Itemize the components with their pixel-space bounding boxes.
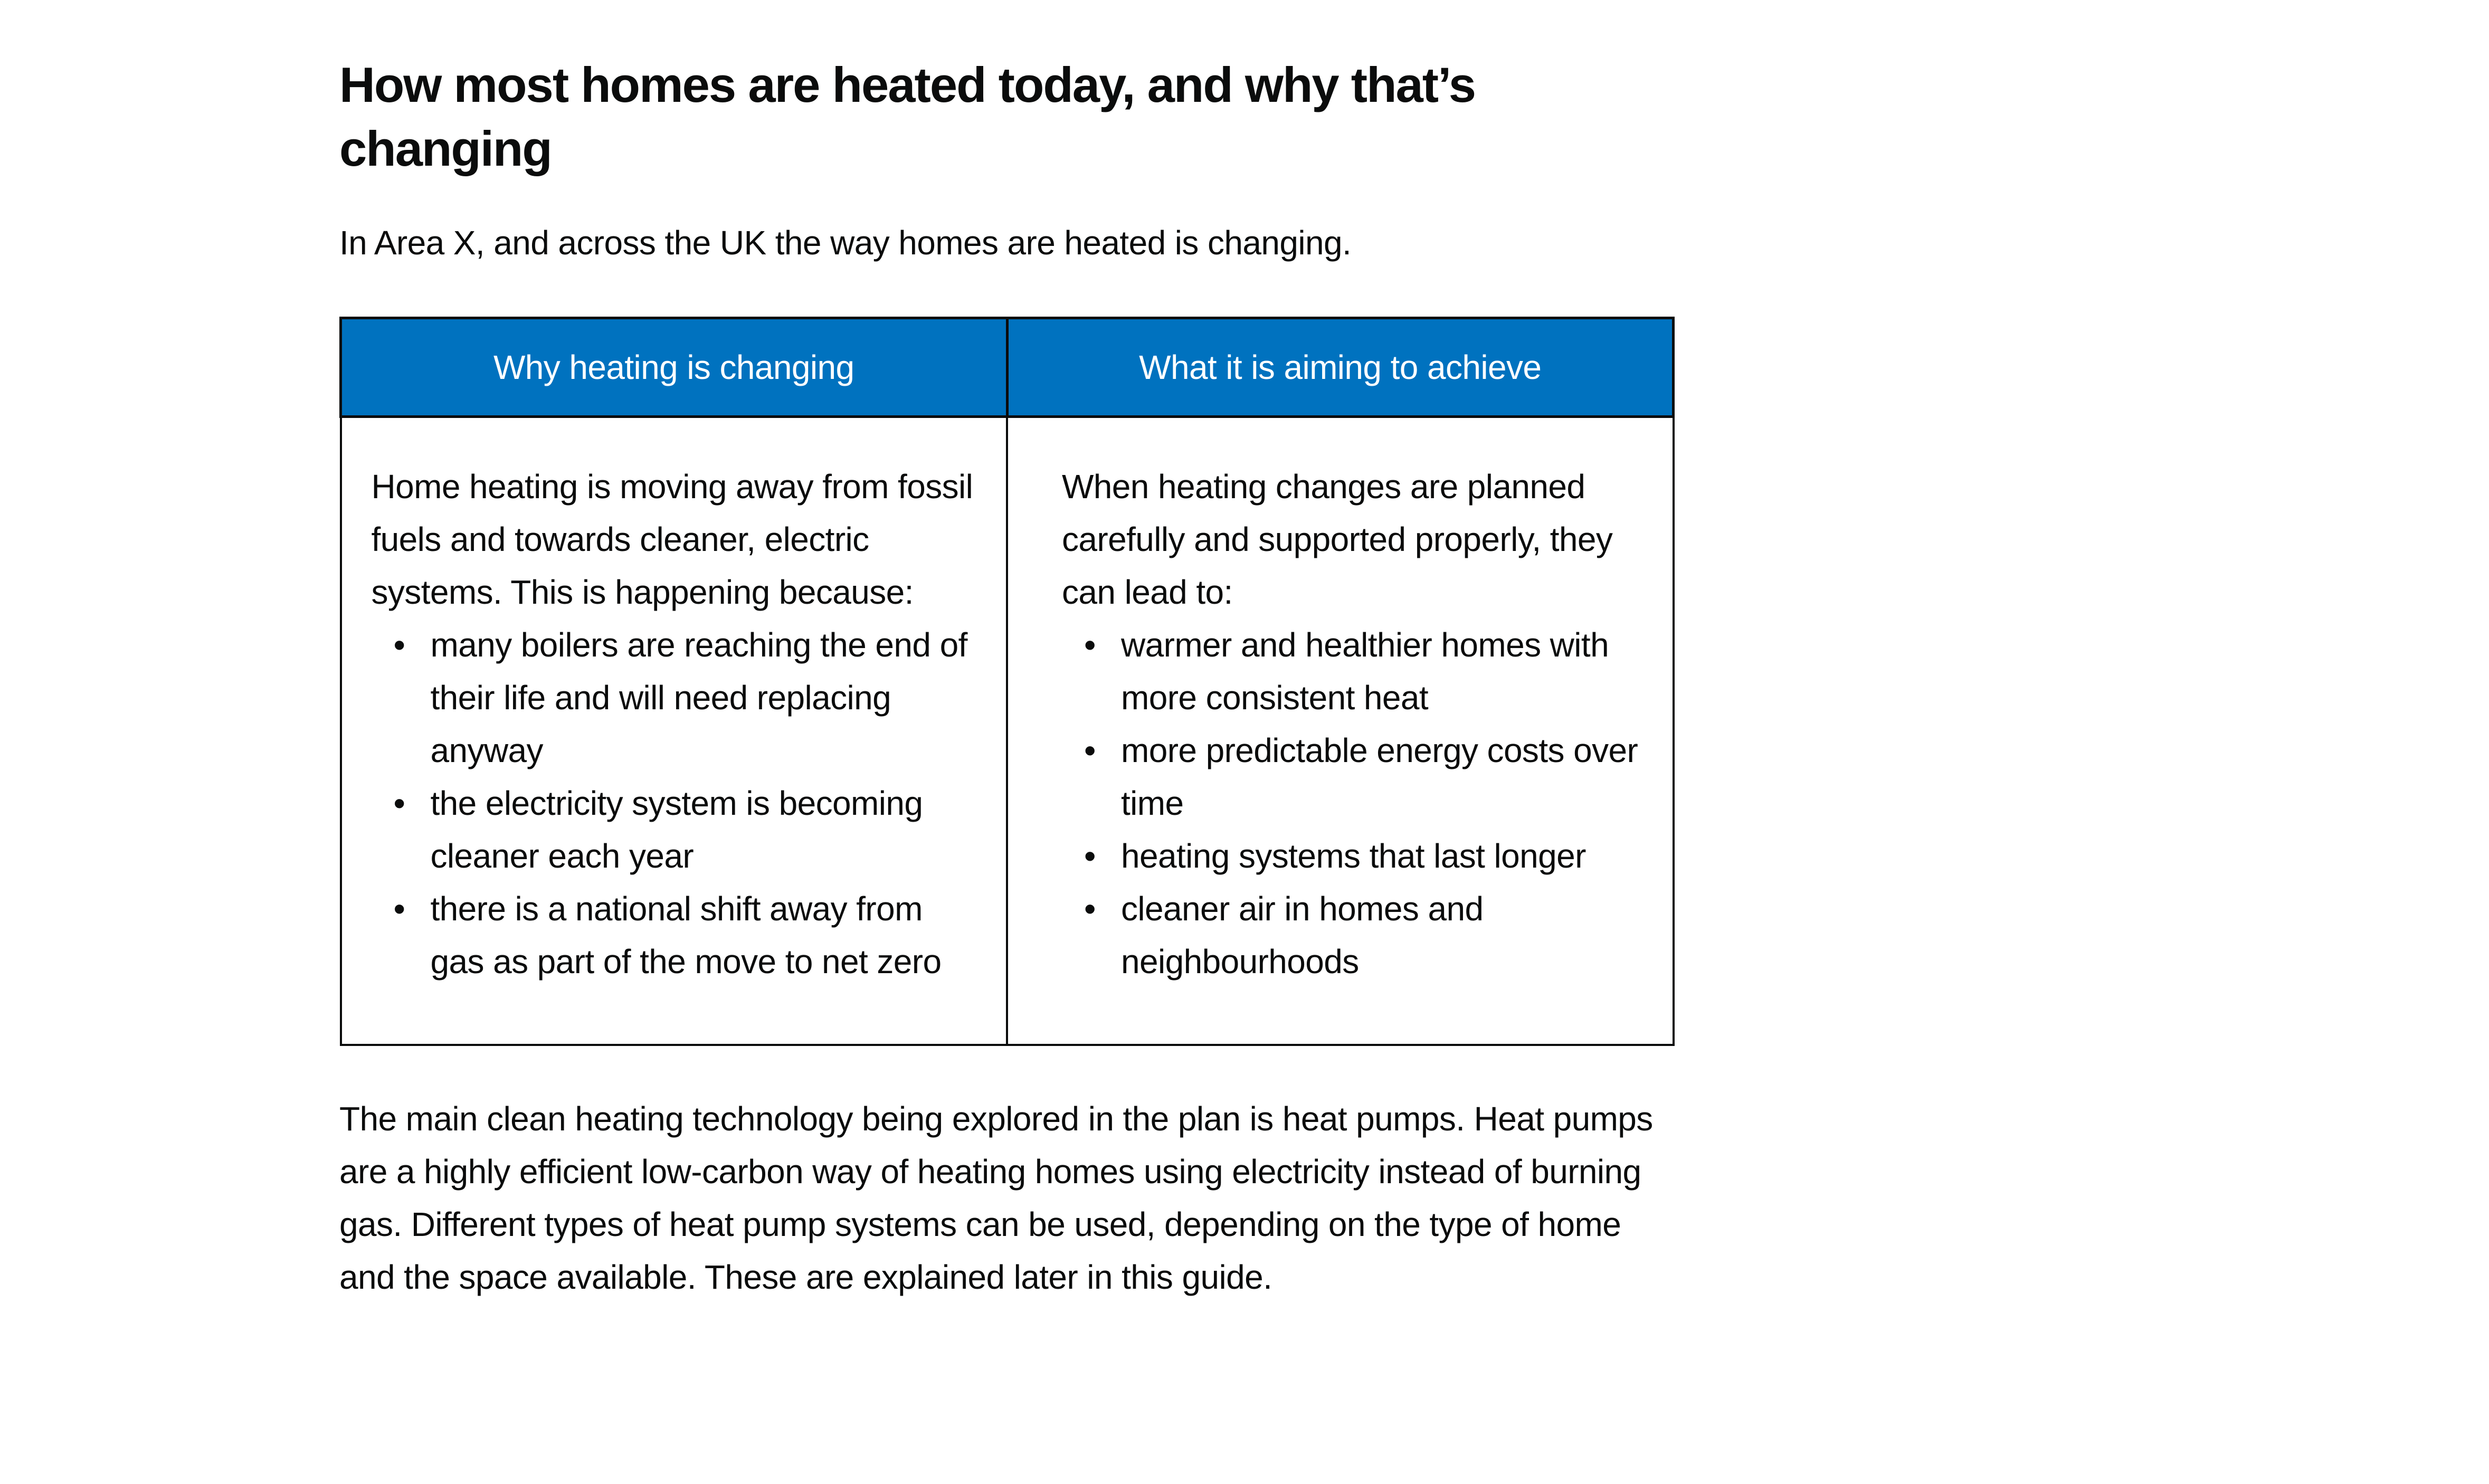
list-item: • there is a national shift away from gas as part of the move to net zero [431,882,985,988]
why-cell [341,417,1008,1045]
header-why: Why heating is changing [341,318,1008,417]
intro-paragraph: In Area X, and across the UK the way homes are heated is changing. [339,224,1352,262]
list-item: • more predictable energy costs over time [1121,724,1657,830]
closing-paragraph: The main clean heating technology being explored in the plan is heat pumps. Heat pumps are a highly efficient low-carbon way of heating homes using electricity instead of burning gas. Different types of heat pump systems can be used, depending on the type of home and the space available. These are explained later in this guide. [339,1099,1653,1296]
header-aims: What it is aiming to achieve [1007,318,1674,417]
aims-text: When heating changes are planned carefully and supported properly, they can lead to: [1062,468,1613,611]
list-item: • the electricity system is becoming cleaner each year [431,777,985,882]
table-header-row [341,318,1674,417]
content [339,53,1680,1304]
heating-change-table [339,317,1675,1046]
aims-cell [1007,417,1674,1045]
list-item: • cleaner air in homes and neighbourhoods [1121,882,1657,988]
aims-list [1062,619,1657,988]
why-list [372,619,985,988]
section-heading: How most homes are heated today, and why that’s changing [339,57,1475,176]
table-row [341,417,1674,1045]
list-item: • heating systems that last longer [1121,830,1657,882]
list-item: • many boilers are reaching the end of their life and will need replacing anyway [431,619,985,777]
why-text: Home heating is moving away from fossil fuels and towards cleaner, electric systems. This is happening because: [371,468,973,611]
list-item: • warmer and healthier homes with more consistent heat [1121,619,1657,724]
